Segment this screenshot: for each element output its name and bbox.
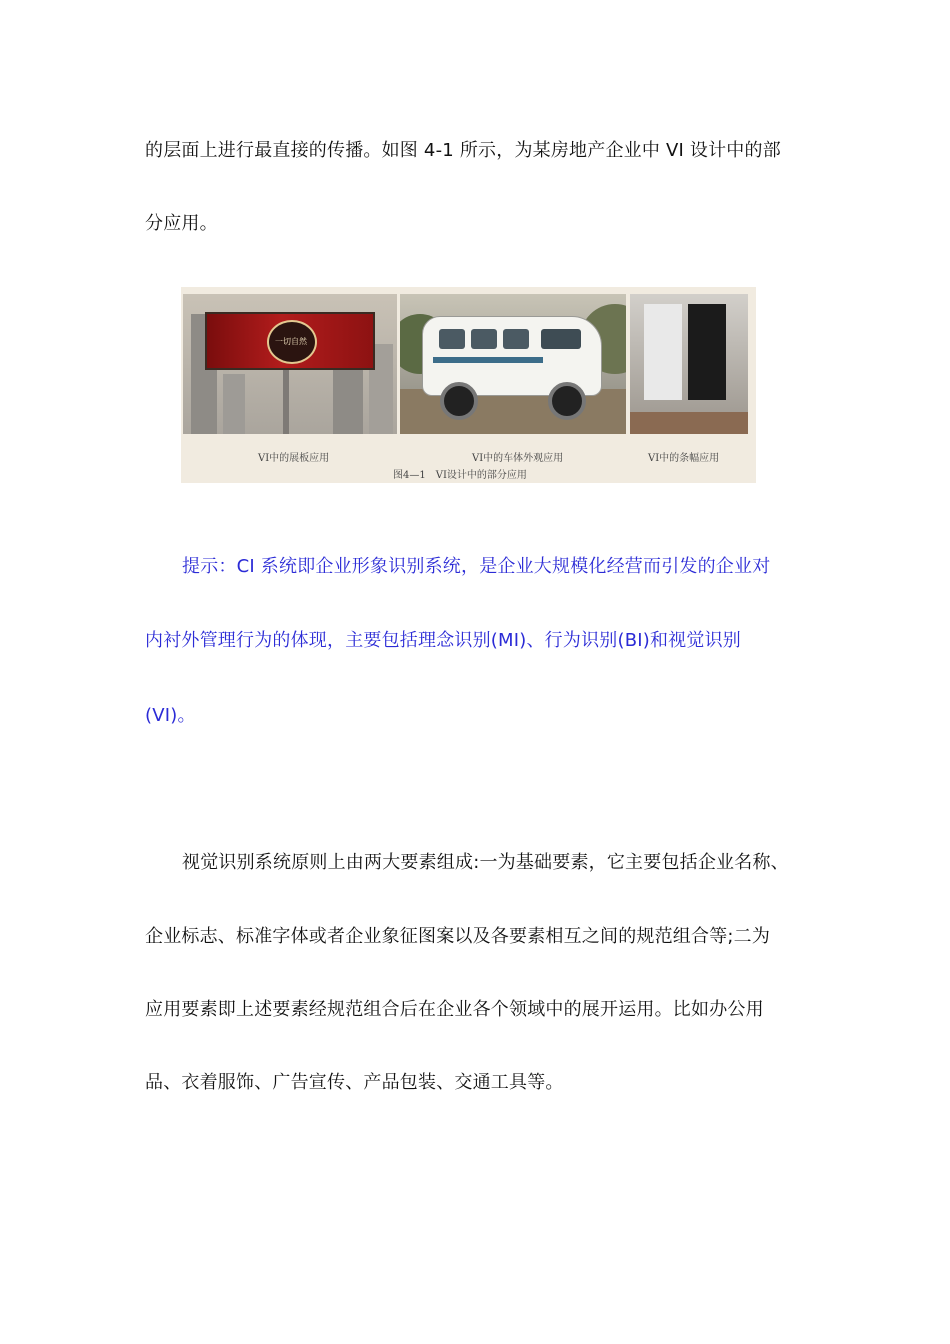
billboard-photo xyxy=(183,294,397,434)
van-photo xyxy=(400,294,626,434)
panel3-caption: VI中的条幅应用 xyxy=(648,453,720,464)
banner-white xyxy=(644,304,682,400)
figure-caption: 图4—1 VI设计中的部分应用 xyxy=(393,470,527,481)
billboard-slogan: 一切自然 xyxy=(275,337,307,346)
banner-photo xyxy=(630,294,748,434)
banner-black xyxy=(688,304,726,400)
tip-line1: 提示：CI 系统即企业形象识别系统，是企业大规模化经营而引发的企业对 xyxy=(182,556,771,577)
figure-4-1 xyxy=(181,287,756,483)
paragraph2-line3: 应用要素即上述要素经规范组合后在企业各个领域中的展开运用。比如办公用 xyxy=(145,999,764,1020)
paragraph1-line1: 的层面上进行最直接的传播。如图 4-1 所示，为某房地产企业中 VI 设计中的部 xyxy=(145,140,781,161)
paragraph1-line2: 分应用。 xyxy=(145,213,218,234)
paragraph2-line4: 品、衣着服饰、广告宣传、产品包装、交通工具等。 xyxy=(145,1072,564,1093)
panel1-caption: VI中的展板应用 xyxy=(258,453,330,464)
tip-line3: (VI)。 xyxy=(145,705,196,726)
billboard xyxy=(205,312,375,370)
paragraph2-line1: 视觉识别系统原则上由两大要素组成:一为基础要素，它主要包括企业名称、 xyxy=(182,852,789,873)
panel2-caption: VI中的车体外观应用 xyxy=(472,453,564,464)
tip-line2: 内衬外管理行为的体现，主要包括理念识别(MI)、行为识别(BI)和视觉识别 xyxy=(145,630,741,651)
paragraph2-line2: 企业标志、标准字体或者企业象征图案以及各要素相互之间的规范组合等;二为 xyxy=(145,926,771,947)
